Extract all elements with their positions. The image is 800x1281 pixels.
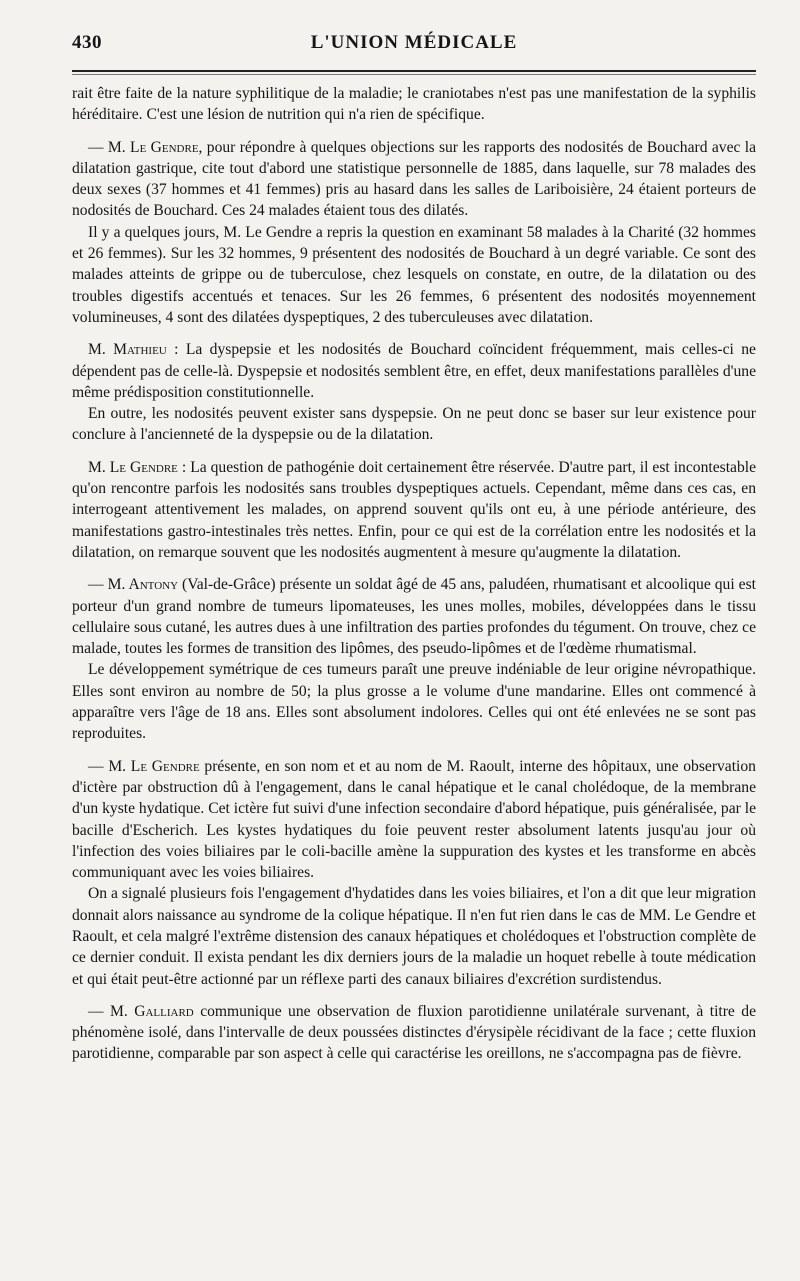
running-header <box>72 26 756 62</box>
paragraph: — M. Galliard communique une observation de fluxion parotidienne unilatérale survenant, à titre de phénomène isolé, dans l'intervalle de deux poussées distinctes d'érysipèle récidivant de la face ; cette fluxion parotidienne, comparable par son aspect à celle qui caractérise les oreillons, ne s'accompagna pas de fièvre. <box>72 1002 756 1063</box>
speaker-name: M. Mathieu : <box>88 341 179 359</box>
article-body <box>72 83 756 1065</box>
speaker-name: — M. Le Gendre, <box>88 138 203 156</box>
paragraph: On a signalé plusieurs fois l'engagement d'hydatides dans les voies biliaires, et l'on a dit que leur migration donnait alors naissance au syndrome de la colique hépatique. Il n'en fut rien dans le cas de MM. Le Gendre et Raoult, et cela malgré l'extrême distension des canaux hépatiques et cholédoques et l'obstruction complète de ce dernier conduit. Il exista pendant les dix derniers jours de la maladie un hoquet rebelle à toute médication et qui était peut-être actionné par un réflexe parti des canaux biliaires d'excrétion surdistendus. <box>72 885 756 988</box>
speaker-name: — M. Le Gendre <box>88 757 200 775</box>
speaker-name: — M. Galliard <box>88 1002 194 1020</box>
paragraph: — M. Le Gendre, pour répondre à quelques objections sur les rapports des nodosités de Bouchard avec la dilatation gastrique, cite tout d'abord une statistique personnelle de 1885, dans laquelle, sur 78 malades des deux sexes (37 hommes et 41 femmes) pris au hasard dans les salles de Lariboisière, 24 étaient porteurs de nodosités de Bouchard. Ces 24 malades étaient tous des dilatés. <box>72 138 756 220</box>
speaker-name: M. Le Gendre : <box>88 458 187 476</box>
paragraph: rait être faite de la nature syphilitique de la maladie; le craniotabes n'est pas une manifestation de la syphilis héréditaire. C'est une lésion de nutrition qui n'a rien de spécifique. <box>72 85 756 124</box>
speaker-name: — M. Antony <box>88 576 179 594</box>
paragraph: — M. Le Gendre présente, en son nom et et au nom de M. Raoult, interne des hôpitaux, une observation d'ictère par obstruction dû à l'engagement, dans le canal hépatique et le canal cholédoque, de la membrane d'un kyste hydatique. Cet ictère fut suivi d'une infection secondaire d'abord hépatique, puis généralisée, par le bacille d'Escherich. Les kystes hydatiques du foie peuvent rester absolument latents jusqu'au jour où l'infection des voies biliaires par le coli-bacille amène la suppuration des kystes et les transforme en abcès communiquant avec les voies biliaires. <box>72 757 756 882</box>
paragraph: — M. Antony (Val-de-Grâce) présente un soldat âgé de 45 ans, paludéen, rhumatisant et alcoolique qui est porteur d'un grand nombre de tumeurs lipomateuses, les unes molles, mobiles, développées dans le tissu cellulaire sous cutané, les autres dues à une infiltration des parties profondes du tégument. On trouve, chez ce malade, toutes les formes de transition des lipômes, des pseudo-lipômes et de l'œdème rhumatismal. <box>72 576 756 658</box>
paragraph: M. Mathieu : La dyspepsie et les nodosités de Bouchard coïncident fréquemment, mais celles-ci ne dépendent pas de celle-là. Dyspepsie et nodosités semblent être, en effet, deux manifestations parallèles d'une même prédisposition constitutionnelle. <box>72 341 756 401</box>
header-rule <box>72 70 756 72</box>
paragraph: Il y a quelques jours, M. Le Gendre a repris la question en examinant 58 malades à la Charité (32 hommes et 26 femmes). Sur les 32 hommes, 9 présentent des nodosités de Bouchard à un degré variable. Ce sont des malades atteints de grippe ou de tuberculose, chez lesquels on constate, en outre, de la dilatation ou des troubles digestifs accentués et tenaces. Sur les 26 femmes, 6 présentent des nodosités moyennement volumineuses, 4 sont des dilatées dyspeptiques, 2 des tuberculeuses avec dilatation. <box>72 223 756 326</box>
paragraph: En outre, les nodosités peuvent exister sans dyspepsie. On ne peut donc se baser sur leur existence pour conclure à l'ancienneté de la dyspepsie ou de la dilatation. <box>72 405 756 444</box>
paragraph: M. Le Gendre : La question de pathogénie doit certainement être réservée. D'autre part, il est incontestable qu'on rencontre parfois les nodosités sans troubles dyspeptiques actuels. Cependant, même dans ces cas, en interrogeant attentivement les malades, on apprend souvent qu'ils ont eu, à une période antérieure, des manifestations gastro-intestinales très nettes. Enfin, pour ce qui est de la corrélation entre les nodosités et la dilatation, on remarque souvent que les nodosités augmentent à mesure qu'augmente la dilatation. <box>72 458 757 561</box>
journal-title: L'UNION MÉDICALE <box>310 32 518 53</box>
header-rule-thin <box>72 74 756 75</box>
paragraph: Le développement symétrique de ces tumeurs paraît une preuve indéniable de leur origine névropathique. Elles sont environ au nombre de 50; la plus grosse a le volume d'une mandarine. Elles ont commencé à apparaître vers l'âge de 18 ans. Elles sont absolument indolores. Celles qui ont été enlevées ne se sont pas reproduites. <box>72 661 756 743</box>
page-number: 430 <box>72 32 102 53</box>
